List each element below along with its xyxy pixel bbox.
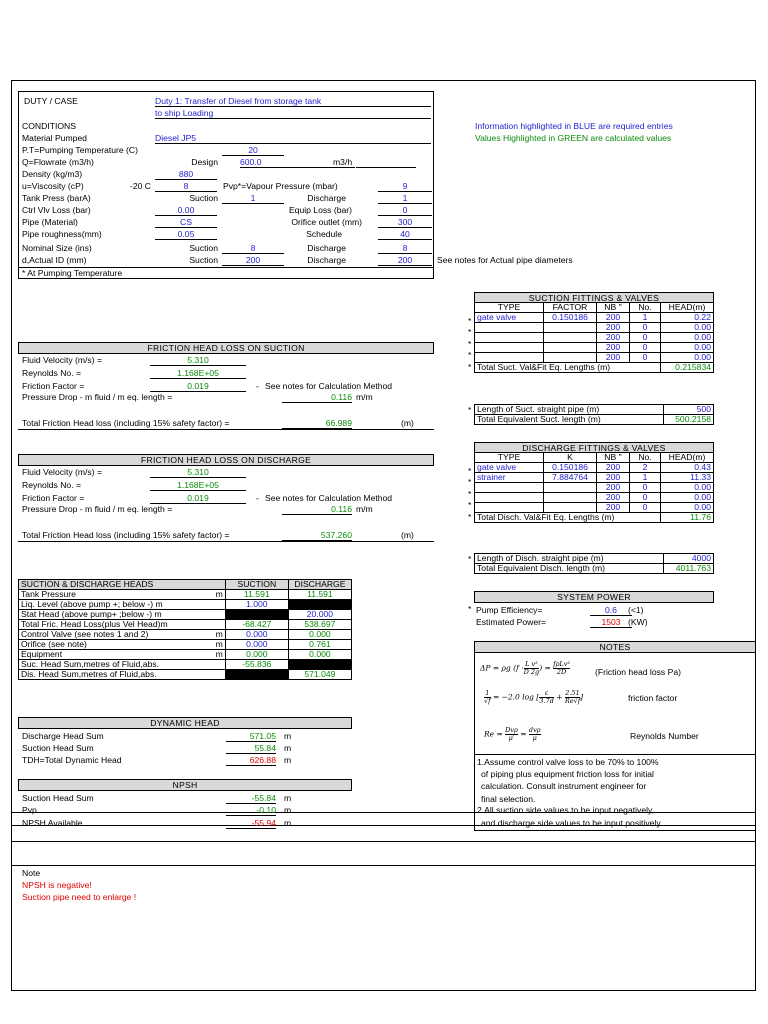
nom-discharge-value[interactable]: 8 [378,243,432,254]
ctrl-label: Ctrl Vlv Loss (bar) [22,205,91,215]
df-col-type: TYPE [475,453,544,463]
sf-factor[interactable] [544,333,597,343]
heads-title: SUCTION & DISCHARGE HEADS [19,580,226,590]
heads-suction-value[interactable]: 1.000 [225,600,288,610]
pipe-value[interactable]: CS [155,217,217,228]
id-suction-value[interactable]: 200 [222,255,284,266]
heads-label: Liq. Level (above pump +; below -) m [19,600,210,610]
heads-discharge-value: 11.591 [288,590,351,600]
npsh-suc-label: Suction Head Sum [22,793,94,803]
asterisk: * [468,327,472,337]
table-row [19,620,352,630]
df-col-nb: NB " [597,453,630,463]
df-no[interactable]: 2 [630,463,661,473]
visc-value[interactable]: 8 [155,181,217,192]
info-blue: Information highlighted in BLUE are required entries [475,121,673,131]
tank-suction-value[interactable]: 1 [222,193,284,204]
npsh-suc-value: -55.84 [226,793,276,804]
visc-label: u=Viscosity (cP) [22,181,84,191]
id-suction-label: Suction [189,255,218,265]
dyn-dis-unit: m [284,731,292,741]
heads-blocked-cell [225,670,288,680]
heads-label: Tank Pressure [19,590,210,600]
fs-re-label: Reynolds No. = [22,368,81,378]
sf-nb[interactable]: 200 [597,333,630,343]
fs-vel-label: Fluid Velocity (m/s) = [22,355,102,365]
df-head: 0.00 [661,483,714,493]
df-k[interactable]: 0.150186 [544,463,597,473]
power-eff-unit: (<1) [628,605,644,615]
sf-nb[interactable]: 200 [597,313,630,323]
heads-unit [209,670,225,680]
q-unit-line [356,157,416,168]
asterisk: * [468,554,472,564]
table-row [19,630,352,640]
npsh-avail-label: NPSH Available [22,818,83,828]
heads-suction-value[interactable]: 0.000 [225,640,288,650]
asterisk: * [468,489,472,499]
heads-unit: m [209,590,225,600]
discharge-length-table [474,553,714,574]
npsh-avail-value: -55.94 [226,818,276,829]
df-straight-label: Length of Disch. straight pipe (m) [475,554,664,564]
sf-straight-value[interactable]: 500 [664,405,714,415]
equip-value[interactable]: 0 [378,205,432,216]
table-row [475,463,714,473]
df-total-value: 11.76 [661,513,714,523]
sf-col-no: No. [630,303,661,313]
heads-discharge-value: 571.049 [288,670,351,680]
fs-re-value: 1.168E+05 [150,368,246,379]
fs-ff-value: 0.019 [150,381,246,392]
heads-col-discharge: DISCHARGE [288,580,351,590]
duty-line1[interactable]: Duty 1: Transfer of Diesel from storage tank [155,96,431,107]
orifice-value[interactable]: 300 [378,217,432,228]
schedule-value[interactable]: 40 [378,229,432,240]
eq-reynolds: Re = Dvρ μ′ = dvρ μ [484,726,541,742]
sf-total-value: 0.215834 [661,363,714,373]
pipe-label: Pipe (Material) [22,217,78,227]
rough-label: Pipe roughness(mm) [22,229,102,239]
df-type[interactable]: strainer [475,473,544,483]
id-label: d,Actual ID (mm) [22,255,87,265]
separator [18,429,434,430]
heads-label: Control Valve (see notes 1 and 2) [19,630,210,640]
df-nb[interactable]: 200 [597,463,630,473]
sf-total-label: Total Suct. Val&Fit Eq. Lengths (m) [475,363,661,373]
table-row [19,600,352,610]
table-row [19,670,352,680]
asterisk: * [468,512,472,522]
fs-ff-note: See notes for Calculation Method [265,381,393,391]
dyn-dis-label: Discharge Head Sum [22,731,104,741]
df-k[interactable]: 7.884764 [544,473,597,483]
sf-head: 0.00 [661,353,714,363]
df-no[interactable]: 0 [630,483,661,493]
fs-total-unit: (m) [401,418,414,428]
note-line-6: and discharge side values to be input positively [481,818,661,828]
nom-label: Nominal Size (ins) [22,243,92,253]
sf-straight-label: Length of Suct. straight pipe (m) [475,405,664,415]
q-unit: m3/h [333,157,353,167]
power-header: SYSTEM POWER [474,591,714,603]
heads-discharge-value[interactable]: 20.000 [288,610,351,620]
sf-col-factor: FACTOR [544,303,597,313]
heads-suction-value: 11.591 [225,590,288,600]
material-label: Material Pumped [22,133,87,143]
fd-ff-label: Friction Factor = [22,493,85,503]
asterisk: * [468,477,472,487]
q-design: Design [191,157,218,167]
fd-total-unit: (m) [401,530,414,540]
asterisk: * [468,350,472,360]
df-no[interactable]: 0 [630,493,661,503]
heads-blocked-cell [288,660,351,670]
footnote: * At Pumping Temperature [22,268,123,278]
heads-label: Stat Head (above pump+ ;below -) m [19,610,210,620]
discharge-fittings-table [474,452,714,523]
sf-no[interactable]: 1 [630,313,661,323]
visc-temp: -20 C [130,181,152,191]
duty-line2[interactable]: to ship Loading [155,108,431,119]
sf-no[interactable]: 0 [630,343,661,353]
tank-label: Tank Press (barA) [22,193,91,203]
df-k[interactable] [544,483,597,493]
sf-factor[interactable] [544,353,597,363]
sf-type[interactable] [475,333,544,343]
dyn-tdh-value: 626.88 [226,755,276,766]
sf-factor[interactable] [544,343,597,353]
fd-ff-value: 0.019 [150,493,246,504]
note-line-1: 1.Assume control valve loss to be 70% to 100% [477,757,659,767]
nom-discharge-label: Discharge [307,243,346,253]
df-k[interactable] [544,493,597,503]
eq3-label: Reynolds Number [630,731,699,741]
heads-label: Dis. Head Sum,metres of Fluid,abs. [19,670,210,680]
df-col-head: HEAD(m) [661,453,714,463]
heads-unit: m [209,640,225,650]
table-row [475,333,714,343]
fs-total-label: Total Friction Head loss (including 15% safety factor) = [22,418,230,428]
note-line-3: calculation. Consult instrument engineer for [481,781,647,791]
orifice-label: Orifice outlet (mm) [291,217,362,227]
pvp-value[interactable]: 9 [378,181,432,192]
fd-re-label: Reynolds No. = [22,480,81,490]
density-label: Density (kg/m3) [22,169,83,179]
id-discharge-value[interactable]: 200 [378,255,432,266]
note-line-5: 2.All suction side values to be input negatively, [477,805,655,815]
eq-darcy: ΔP = ρg (f · L v² D 2g) = fρLv² 2D [480,660,570,676]
power-eff-label: Pump Efficiency= [476,605,543,615]
pt-value[interactable]: 20 [222,145,284,156]
table-row [475,493,714,503]
tank-discharge-label: Discharge [307,193,346,203]
fs-pd-label: Pressure Drop - m fluid / m eq. length = [22,392,173,402]
warning-suction-pipe: Suction pipe need to enlarge ! [22,892,137,902]
df-head: 0.00 [661,493,714,503]
fd-total-label: Total Friction Head loss (including 15% safety factor) = [22,530,230,540]
sf-col-nb: NB " [597,303,630,313]
discharge-fittings-header: DISCHARGE FITTINGS & VALVES [474,442,714,453]
heads-discharge-value: 538.697 [288,620,351,630]
fs-pd-value: 0.116 [282,392,352,403]
heads-unit [209,660,225,670]
table-row [475,323,714,333]
df-head: 0.00 [661,503,714,513]
table-row [19,610,352,620]
sf-type[interactable]: gate valve [475,313,544,323]
df-equiv-value: 4011.763 [664,564,714,574]
dyn-dis-value: 571.05 [226,731,276,742]
warning-npsh: NPSH is negative! [22,880,92,890]
ctrl-value[interactable]: 0.00 [155,205,217,216]
fs-pd-unit: m/m [356,392,373,402]
heads-label: Orifice (see note) [19,640,210,650]
df-type[interactable]: gate valve [475,463,544,473]
friction-discharge-header: FRICTION HEAD LOSS ON DISCHARGE [18,454,434,466]
df-no[interactable]: 0 [630,503,661,513]
table-row [475,483,714,493]
asterisk: * [468,466,472,476]
nom-suction-value[interactable]: 8 [222,243,284,254]
sf-col-head: HEAD(m) [661,303,714,313]
heads-blocked-cell [288,600,351,610]
heads-suction-value: -55.836 [225,660,288,670]
tank-discharge-value[interactable]: 1 [378,193,432,204]
asterisk: * [468,405,472,415]
heads-blocked-cell [225,610,288,620]
fs-total-value: 66.989 [282,418,352,429]
df-col-k: K [544,453,597,463]
npsh-pvp-label: Pvp [22,805,37,815]
dyn-tdh-unit: m [284,755,292,765]
df-straight-value[interactable]: 4000 [664,554,714,564]
fd-pd-label: Pressure Drop - m fluid / m eq. length = [22,504,173,514]
power-eff-value[interactable]: 0.6 [590,605,632,616]
sf-head: 0.00 [661,323,714,333]
friction-suction-header: FRICTION HEAD LOSS ON SUCTION [18,342,434,354]
separator [11,841,756,842]
table-row [475,503,714,513]
sf-equiv-value: 500.2158 [664,415,714,425]
pt-label: P.T=Pumping Temperature (C) [22,145,138,155]
sf-head: 0.00 [661,343,714,353]
sf-head: 0.22 [661,313,714,323]
equip-label: Equip Loss (bar) [288,205,352,215]
note-line-4: final selection. [481,794,536,804]
sf-head: 0.00 [661,333,714,343]
table-row [475,343,714,353]
heads-table [18,579,352,680]
table-row [475,473,714,483]
note-line-2: of piping plus equipment friction loss for initial [481,769,654,779]
suction-length-table [474,404,714,425]
fs-ff-label: Friction Factor = [22,381,85,391]
asterisk: * [468,339,472,349]
asterisk: * [468,362,472,372]
separator [11,865,756,866]
fd-ff-note: See notes for Calculation Method [265,493,393,503]
table-row [475,313,714,323]
df-nb[interactable]: 200 [597,473,630,483]
heads-unit [209,610,225,620]
heads-unit [209,600,225,610]
rough-value[interactable]: 0.05 [155,229,217,240]
heads-label: Equipment [19,650,210,660]
sf-nb[interactable]: 200 [597,353,630,363]
dynamic-header: DYNAMIC HEAD [18,717,352,729]
fd-vel-label: Fluid Velocity (m/s) = [22,467,102,477]
density-value[interactable]: 880 [155,169,217,180]
sf-equiv-label: Total Equivalent Suct. length (m) [475,415,664,425]
dyn-suc-value: 55.84 [226,743,276,754]
dyn-suc-unit: m [284,743,292,753]
df-head: 0.43 [661,463,714,473]
eq-colebrook: 1 √f = −2.0 log [ ε 3.7d + 2.51 Re√f] [484,689,584,705]
df-no[interactable]: 1 [630,473,661,483]
heads-label: Total Fric. Head Loss(plus Vel Head)m [19,620,210,630]
fd-re-value: 1.168E+05 [150,480,246,491]
power-est-label: Estimated Power= [476,617,546,627]
heads-discharge-value: 0.000 [288,650,351,660]
q-label: Q=Flowrate (m3/h) [22,157,94,167]
df-nb[interactable]: 200 [597,483,630,493]
heads-suction-value: 0.000 [225,650,288,660]
sf-nb[interactable]: 200 [597,323,630,333]
bottom-note-label: Note [22,868,41,878]
sf-col-type: TYPE [475,303,544,313]
duty-label: DUTY / CASE [24,96,78,106]
sf-nb[interactable]: 200 [597,343,630,353]
fd-ff-dash: - [256,493,259,503]
npsh-pvp-value: -0.10 [226,805,276,816]
heads-discharge-value: 0.761 [288,640,351,650]
heads-unit [209,620,225,630]
power-est-unit: (KW) [628,617,648,627]
df-col-no: No. [630,453,661,463]
npsh-avail-unit: m [284,818,292,828]
table-row [475,353,714,363]
table-row [19,650,352,660]
npsh-pvp-unit: m [284,805,292,815]
separator [474,754,756,755]
sf-factor[interactable]: 0.150186 [544,313,597,323]
suction-fittings-table [474,302,714,373]
heads-discharge-value: 0.000 [288,630,351,640]
material-value[interactable]: Diesel JP5 [155,133,431,144]
info-green: Values Highlighted in GREEN are calculated values [475,133,672,143]
notes-header: NOTES [474,641,756,653]
pvp-label: Pvp*=Vapour Pressure (mbar) [223,181,338,191]
dyn-suc-label: Suction Head Sum [22,743,94,753]
fs-ff-dash: - [256,381,259,391]
schedule-label: Schedule [306,229,342,239]
fd-pd-unit: m/m [356,504,373,514]
id-note: See notes for Actual pipe diameters [437,255,573,265]
sf-type[interactable] [475,323,544,333]
eq2-label: friction factor [628,693,678,703]
fs-vel-value: 5.310 [150,355,246,366]
asterisk: * [468,500,472,510]
df-nb[interactable]: 200 [597,493,630,503]
tank-suction-label: Suction [189,193,218,203]
table-row [19,590,352,600]
asterisk: * [468,604,472,614]
sf-no[interactable]: 0 [630,323,661,333]
df-nb[interactable]: 200 [597,503,630,513]
heads-label: Suc. Head Sum,metres of Fluid,abs. [19,660,210,670]
table-row [19,660,352,670]
dyn-tdh-label: TDH=Total Dynamic Head [22,755,122,765]
sf-type[interactable] [475,353,544,363]
id-discharge-label: Discharge [307,255,346,265]
df-total-label: Total Disch. Val&Fit Eq. Lengths (m) [475,513,661,523]
sf-no[interactable]: 0 [630,353,661,363]
df-equiv-label: Total Equivalent Disch. length (m) [475,564,664,574]
eq1-label: (Friction head loss Pa) [595,667,681,677]
sf-no[interactable]: 0 [630,333,661,343]
fd-vel-value: 5.310 [150,467,246,478]
npsh-suc-unit: m [284,793,292,803]
heads-suction-value[interactable]: 0.000 [225,630,288,640]
sf-type[interactable] [475,343,544,353]
fd-total-value: 537.260 [282,530,352,541]
q-value[interactable]: 600.0 [240,157,355,168]
df-type[interactable] [475,493,544,503]
fd-pd-value: 0.116 [282,504,352,515]
table-row [19,640,352,650]
heads-col-suction: SUCTION [225,580,288,590]
df-type[interactable] [475,503,544,513]
df-type[interactable] [475,483,544,493]
conditions-label: CONDITIONS [22,121,76,131]
heads-suction-value: -68.427 [225,620,288,630]
npsh-header: NPSH [18,779,352,791]
asterisk: * [468,316,472,326]
sf-factor[interactable] [544,323,597,333]
df-head: 11.33 [661,473,714,483]
df-k[interactable] [544,503,597,513]
nom-suction-label: Suction [189,243,218,253]
suction-fittings-header: SUCTION FITTINGS & VALVES [474,292,714,303]
heads-unit: m [209,650,225,660]
separator [18,541,434,542]
power-est-value: 1503 [590,617,632,628]
heads-unit: m [209,630,225,640]
